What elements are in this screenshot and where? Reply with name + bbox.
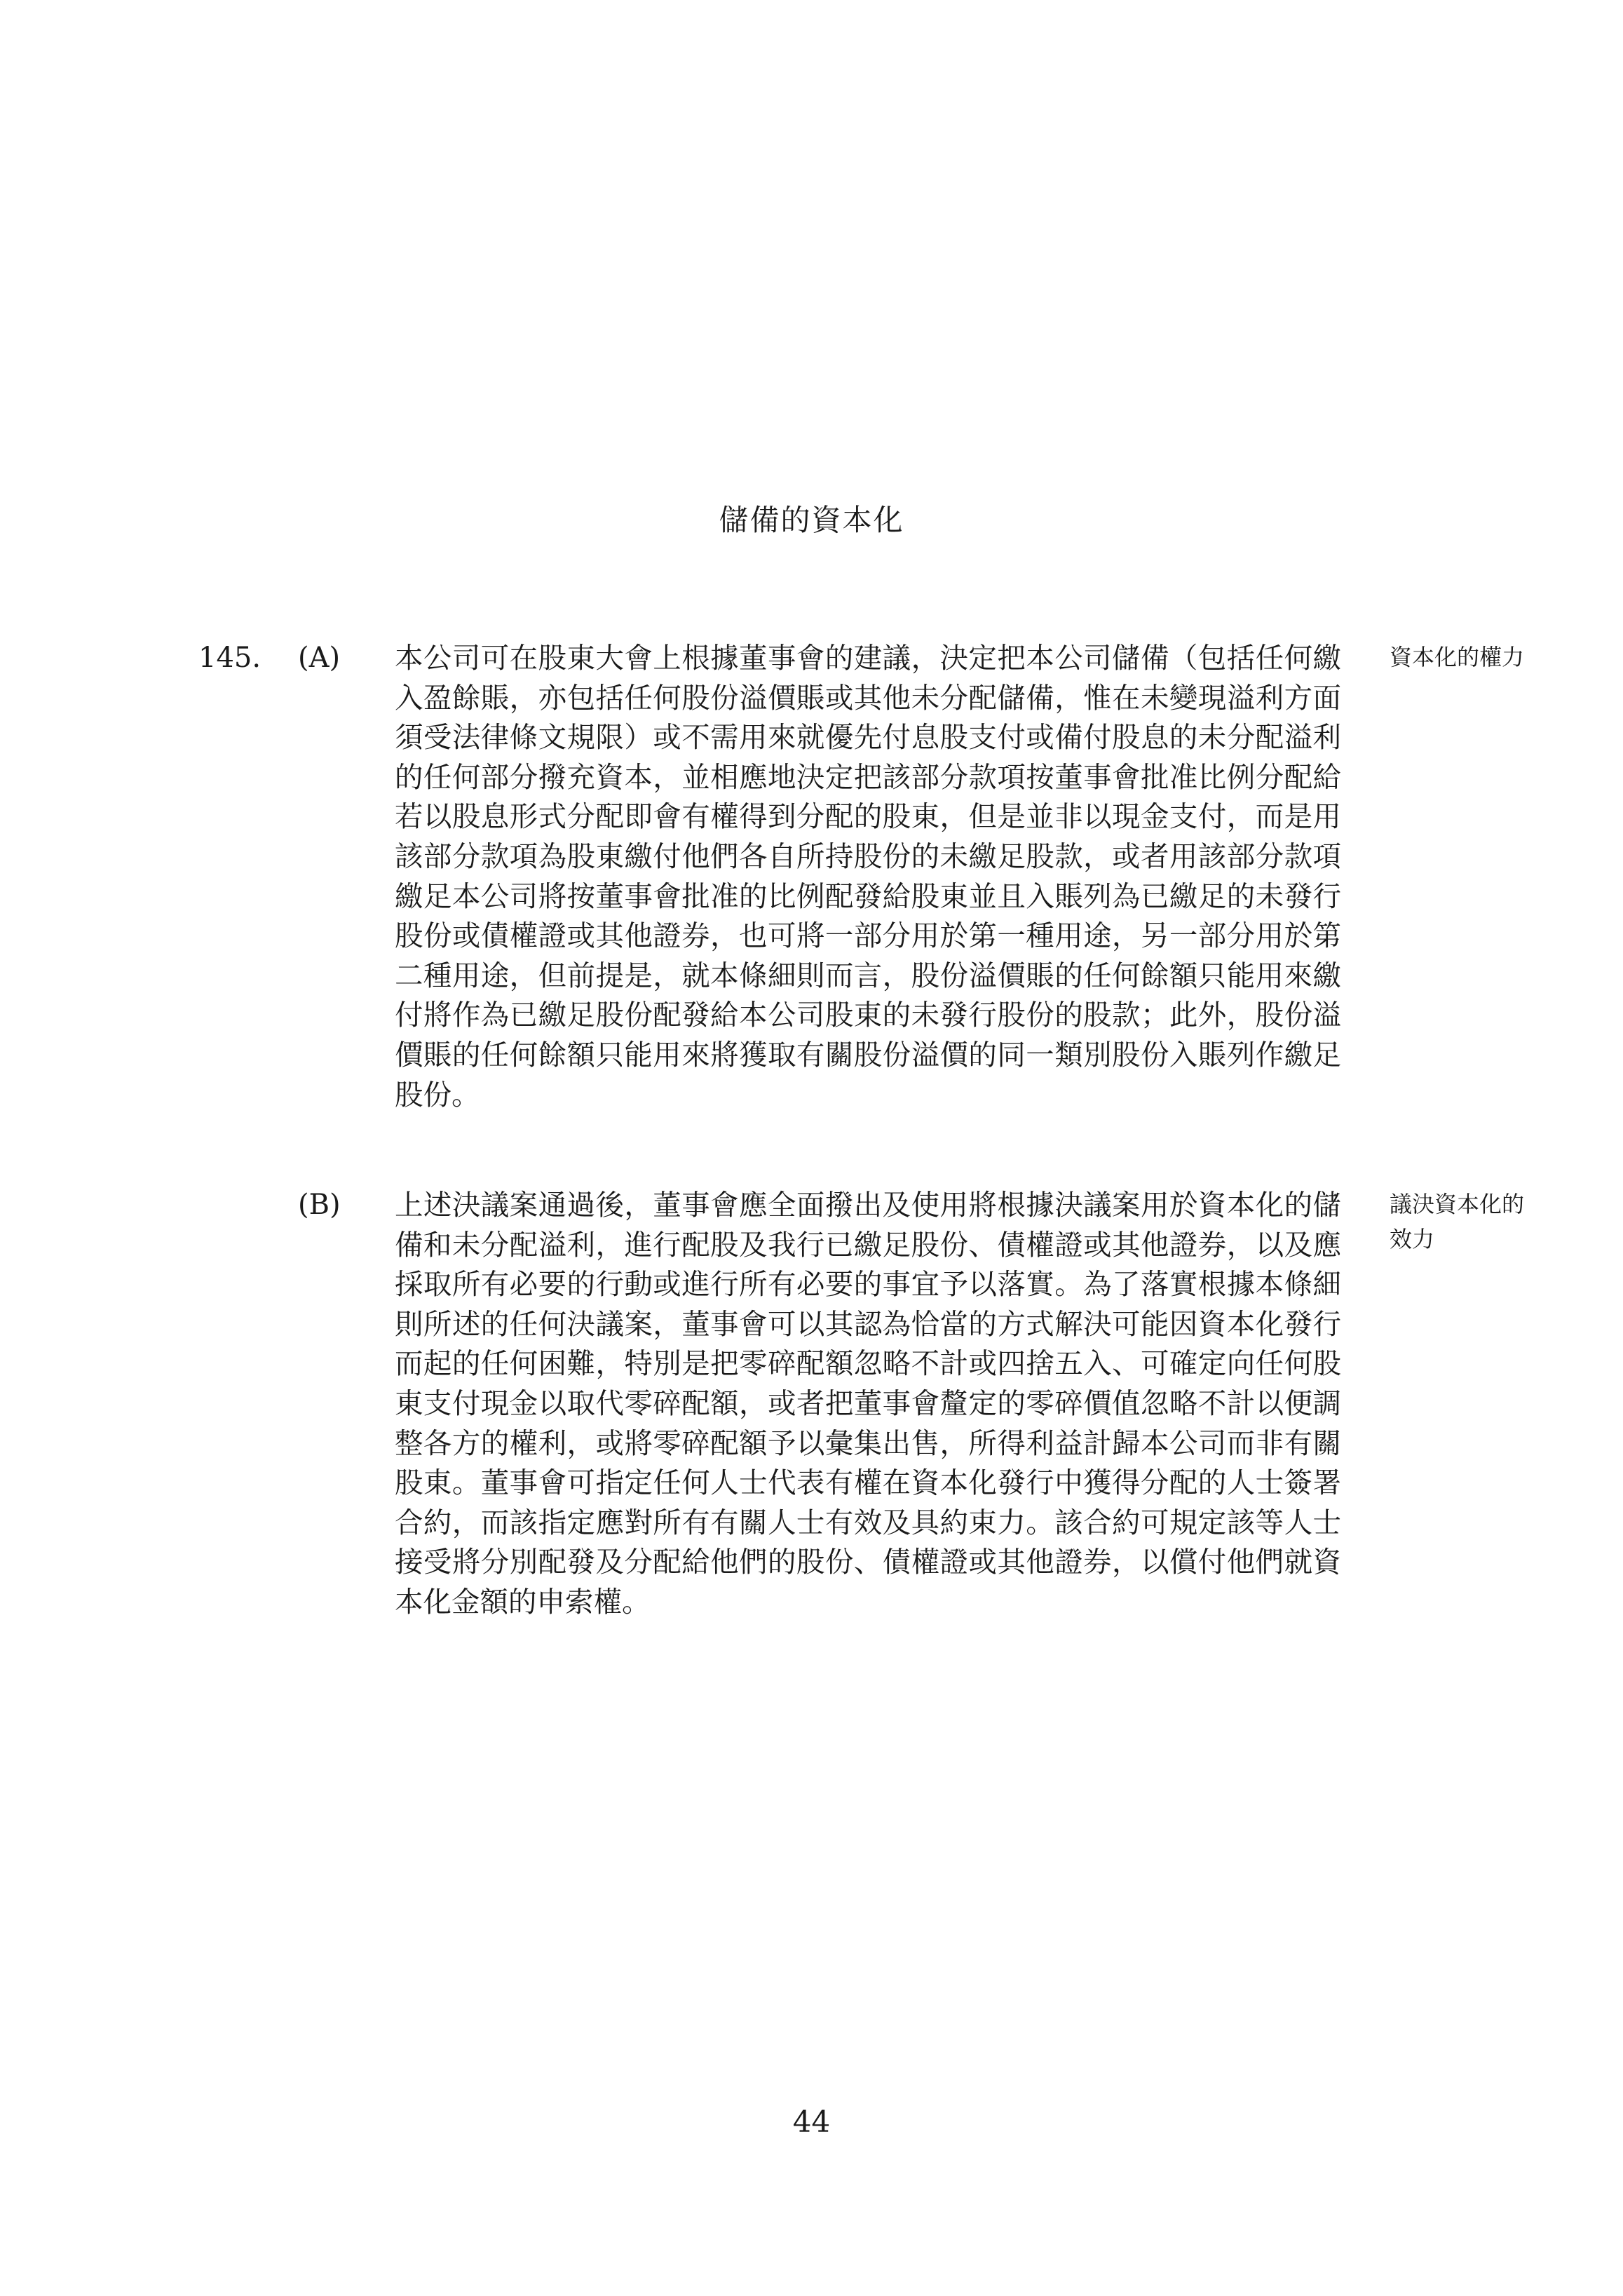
- paragraph-a-text: 本公司可在股東大會上根據董事會的建議，決定把本公司儲備（包括任何繳入盈餘賬，亦包括任何股份溢價賬或其他未分配儲備，惟在未變現溢利方面須受法律條文規限）或不需用來就優先付息股支付或備付股息的未分配溢利的任何部分撥充資本，並相應地決定把該部分款項按董事會批准比例分配給若以股息形式分配即會有權得到分配的股東，但是並非以現金支付，而是用該部分款項為股東繳付他們各自所持股份的未繳足股款，或者用該部分款項繳足本公司將按董事會批准的比例配發給股東並且入賬列為已繳足的未發行股份或債權證或其他證券，也可將一部分用於第一種用途，另一部分用於第二種用途，但前提是，就本條細則而言，股份溢價賬的任何餘額只能用來繳付將作為已繳足股份配發給本公司股東的未發行股份的股款；此外，股份溢價賬的任何餘額只能用來將獲取有關股份溢價的同一類別股份入賬列作繳足股份。: [395, 641, 1341, 1112]
- clause-number: 145.: [198, 642, 262, 674]
- paragraph-b-margin-note: 議決資本化的效力: [1390, 1191, 1525, 1252]
- paragraph-a-label: (A): [298, 642, 341, 674]
- paragraph-a-margin-note: 資本化的權力: [1390, 644, 1525, 670]
- paragraph-b-label: (B): [298, 1189, 341, 1221]
- page-number: 44: [792, 2105, 831, 2139]
- paragraph-b-text: 上述決議案通過後，董事會應全面撥出及使用將根據決議案用於資本化的儲備和未分配溢利，進行配股及我行已繳足股份、債權證或其他證券，以及應採取所有必要的行動或進行所有必要的事宜予以落實。為了落實根據本條細則所述的任何決議案，董事會可以其認為恰當的方式解決可能因資本化發行而起的任何困難，特別是把零碎配額忽略不計或四捨五入、可確定向任何股東支付現金以取代零碎配額，或者把董事會釐定的零碎價值忽略不計以便調整各方的權利，或將零碎配額予以彙集出售，所得利益計歸本公司而非有關股東。董事會可指定任何人士代表有權在資本化發行中獲得分配的人士簽署合約，而該指定應對所有有關人士有效及具約束力。該合約可規定該等人士接受將分別配發及分配給他們的股份、債權證或其他證券，以償付他們就資本化金額的申索權。: [395, 1188, 1341, 1619]
- section-title: 儲備的資本化: [719, 503, 904, 537]
